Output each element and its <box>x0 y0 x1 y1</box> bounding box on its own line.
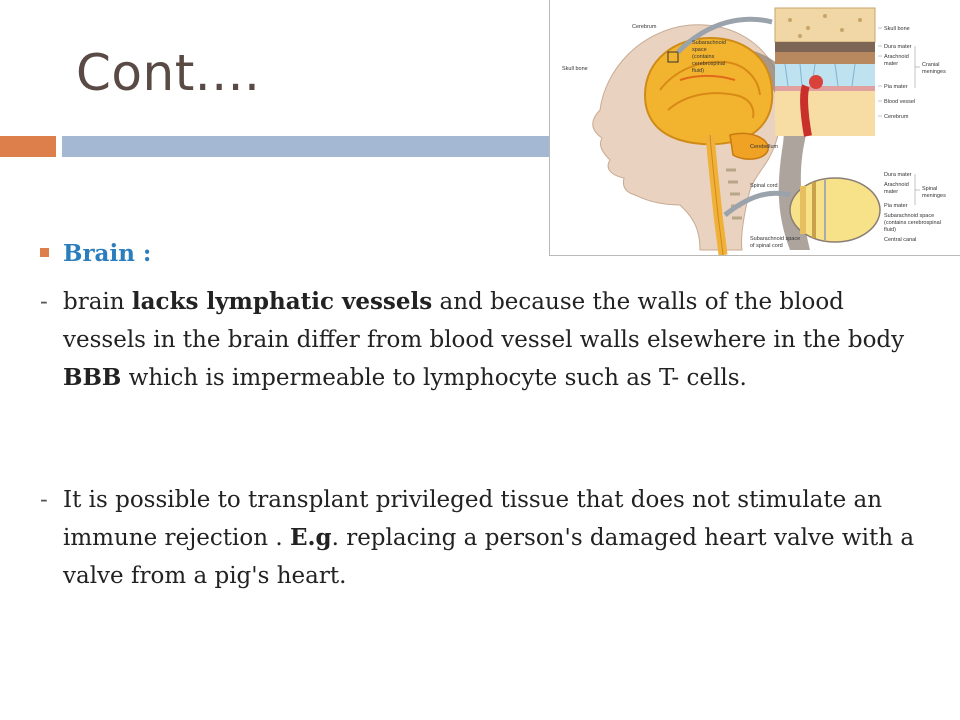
label-cerebrum: Cerebrum <box>632 24 657 30</box>
label-arachnoid-mater-2b: mater <box>884 189 899 195</box>
label-skull-bone-right: Skull bone <box>884 26 910 32</box>
brain-meninges-figure <box>549 0 960 256</box>
label-subarachnoid-1: Subarachnoid <box>692 40 726 46</box>
bold-term: E.g <box>289 524 332 551</box>
label-cerebellum: Cerebellum <box>750 144 779 150</box>
label-pia-mater-2: Pia mater <box>884 203 908 209</box>
label-subarachnoid-2: space <box>692 47 707 53</box>
dash-marker: - <box>40 487 48 513</box>
anatomy-illustration <box>550 0 960 255</box>
label-arachnoid-2: mater <box>884 61 899 67</box>
bold-term: BBB <box>63 364 122 391</box>
label-cranial-2: meninges <box>922 69 946 75</box>
label-central-canal: Central canal <box>884 237 917 243</box>
label-pia-mater: Pia mater <box>884 84 908 90</box>
label-arachnoid-mater-2: Arachnoid <box>884 182 909 188</box>
bold-term: lacks lymphatic vessels <box>131 288 433 315</box>
dash-marker: - <box>40 289 48 315</box>
square-bullet-icon <box>40 248 49 257</box>
label-subarachnoid-3: (contains <box>692 54 715 60</box>
paragraph-text: It is possible to transplant privileged tissue that does not stimulate an immune rejection . E.g. replacing a person's damaged heart valve with a valve from a pig's heart. <box>63 487 915 589</box>
label-cerebrum-right: Cerebrum <box>884 114 909 120</box>
section-heading <box>40 240 151 267</box>
heading-text: Brain : <box>63 240 152 267</box>
label-dura-mater-2: Dura mater <box>884 172 912 178</box>
label-subarachnoid-spinal-2: of spinal cord <box>750 243 783 249</box>
label-subarachnoid-5: fluid) <box>692 68 704 74</box>
label-spinal-meninges-2: meninges <box>922 193 946 199</box>
label-spinal-cord: Spinal cord <box>750 183 778 189</box>
label-spinal-meninges-1: Spinal <box>922 186 938 192</box>
slide-title: Cont.... <box>76 44 261 102</box>
label-skull-bone-left: Skull bone <box>562 66 588 72</box>
label-blood-vessel: Blood vessel <box>884 99 916 105</box>
label-cranial-1: Cranial <box>922 62 940 68</box>
label-subarachnoid-r-1: Subarachnoid space <box>884 213 935 219</box>
label-subarachnoid-r-2: (contains cerebrospinal <box>884 220 941 226</box>
label-arachnoid-1: Arachnoid <box>884 54 909 60</box>
paragraph-text: brain lacks lymphatic vessels and because the walls of the blood vessels in the brain differ from blood vessel walls elsewhere in the body BBB which is impermeable to lymphocyte such as T- cells. <box>63 288 905 391</box>
accent-bar-orange <box>0 136 56 157</box>
label-subarachnoid-spinal-1: Subarachnoid space <box>750 236 801 242</box>
spinal-meninges-inset <box>790 178 880 242</box>
paragraph-brain-lymphatics <box>40 283 920 397</box>
label-subarachnoid-4: cerebrospinal <box>692 61 726 67</box>
label-dura-mater: Dura mater <box>884 44 912 50</box>
label-subarachnoid-r-3: fluid) <box>884 227 896 233</box>
paragraph-privileged-tissue <box>40 481 920 595</box>
cranial-meninges-inset <box>775 8 875 136</box>
